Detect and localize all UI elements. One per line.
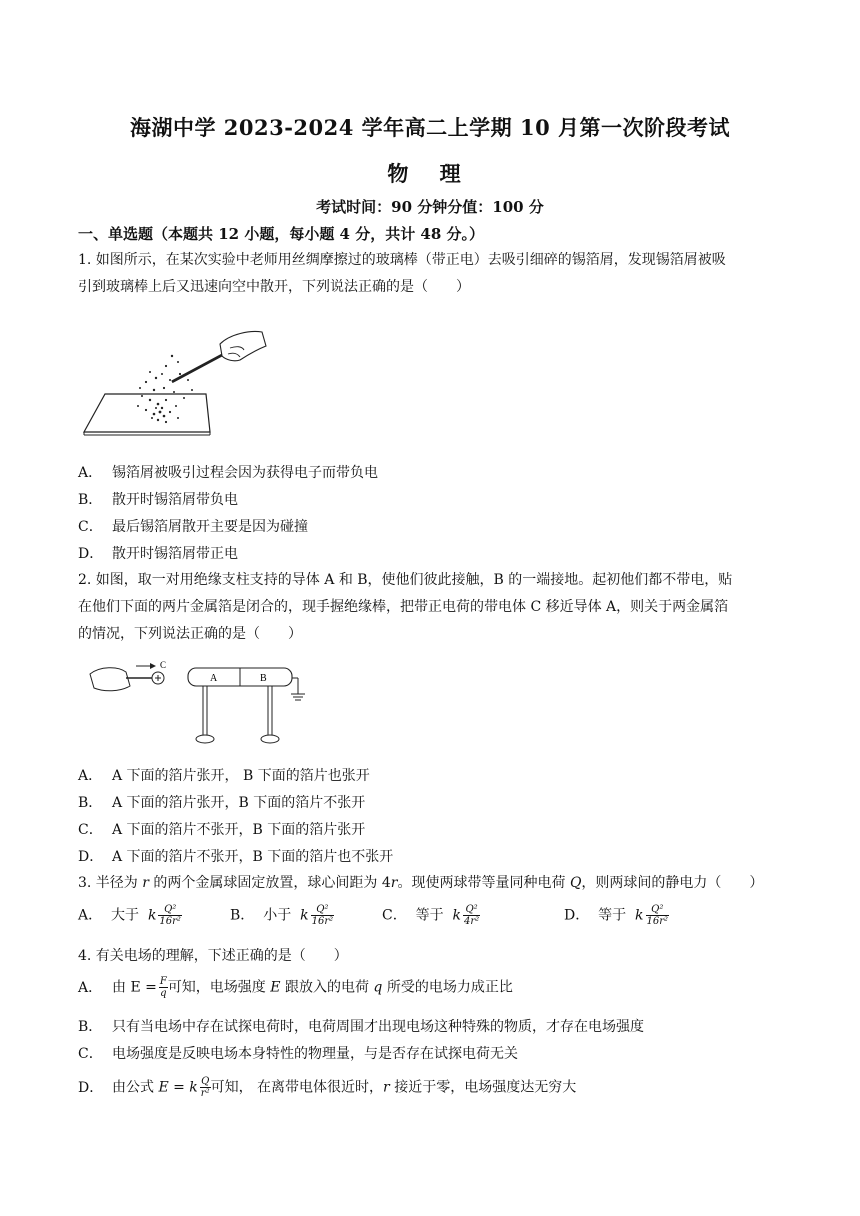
- q2-option-c-text: A 下面的箔片不张开，B 下面的箔片张开: [112, 822, 366, 838]
- q1-stem-line1: 1. 如图所示，在某次实验中老师用丝绸摩擦过的玻璃棒（带正电）去吸引细碎的锡箔屑，发现锡箔屑被吸: [78, 252, 726, 268]
- q3-option-c-num: Q²: [463, 904, 480, 916]
- q4-a-e2: E: [270, 979, 281, 996]
- q1-option-d-key: D．: [78, 546, 104, 562]
- q3-r: r: [142, 875, 149, 891]
- label-c: C: [160, 660, 167, 670]
- q3-stem-b: 的两个金属球固定放置，球心间距为 4: [148, 875, 391, 891]
- q4-d-frac: [200, 1076, 211, 1099]
- q3-q: Q: [569, 875, 582, 891]
- q1-option-d-text: 散开时锡箔屑带正电: [112, 546, 238, 562]
- section-heading: 一、单选题（本题共 12 小题，每小题 4 分，共计 48 分。）: [78, 225, 485, 243]
- label-a: A: [210, 673, 218, 684]
- q3-option-a-key: A．: [78, 907, 103, 924]
- q3-stem-a: 3. 半径为: [78, 875, 143, 891]
- q1-option-a-text: 锡箔屑被吸引过程会因为获得电子而带负电: [112, 465, 378, 481]
- q1-option-c[interactable]: [78, 516, 308, 536]
- q2-option-d-text: A 下面的箔片不张开，B 下面的箔片也不张开: [112, 849, 394, 865]
- q3-option-d-den: 16r²: [646, 916, 669, 927]
- q1-figure-glass-rod: [80, 322, 270, 437]
- q4-d-post: 接近于零，电场强度达无穷大: [394, 1079, 577, 1096]
- q3-option-a-frac: [158, 904, 182, 927]
- q4-option-d[interactable]: [78, 1076, 576, 1099]
- q4-a-mid2: 跟放入的电荷: [284, 979, 369, 996]
- q2-option-c-key: C．: [78, 822, 103, 838]
- exam-meta: 考试时间：90 分钟分值：100 分: [316, 198, 544, 216]
- q3-option-d-num: Q²: [646, 904, 670, 916]
- q4-option-b[interactable]: [78, 1016, 644, 1036]
- q3-r2: r: [390, 875, 398, 891]
- q4-d-e: E = k: [158, 1079, 198, 1096]
- q1-option-b[interactable]: [78, 489, 238, 509]
- q4-a-num: F: [159, 976, 167, 987]
- q4-option-a[interactable]: [78, 976, 513, 999]
- q4-d-den: r²: [200, 1088, 210, 1099]
- q3-options-row: [78, 904, 669, 927]
- q3-option-b-num: Q²: [311, 904, 335, 916]
- q3-option-b[interactable]: [230, 904, 382, 927]
- q3-option-c-key: C．: [382, 907, 407, 924]
- q4-option-c-key: C．: [78, 1046, 103, 1062]
- q3-option-b-frac: [311, 904, 335, 927]
- q4-a-e: E =: [130, 979, 157, 996]
- q3-option-d-text: 等于: [598, 907, 627, 924]
- q2-option-b-text: A 下面的箔片张开，B 下面的箔片不张开: [112, 795, 366, 811]
- q3-option-b-key: B．: [230, 907, 255, 924]
- q4-a-den: q: [160, 988, 167, 999]
- q3-option-c[interactable]: [382, 904, 564, 927]
- q3-option-d-key: D．: [564, 907, 590, 924]
- q1-option-d[interactable]: [78, 543, 238, 563]
- q3-option-c-frac: [463, 904, 480, 927]
- q3-option-c-text: 等于: [415, 907, 444, 924]
- q4-stem: 4. 有关电场的理解，下述正确的是（ ）: [78, 948, 348, 964]
- q2-option-b-key: B．: [78, 795, 103, 811]
- q4-option-a-key: A．: [78, 979, 103, 996]
- q2-option-a-key: A．: [78, 768, 103, 784]
- q4-a-post: 所受的电场力成正比: [386, 979, 513, 996]
- q3-option-d[interactable]: [564, 904, 669, 927]
- q4-option-d-key: D．: [78, 1079, 104, 1096]
- q4-a-mid: 可知，电场强度: [167, 979, 266, 996]
- q3-stem-d: ，则两球间的静电力（ ）: [581, 875, 764, 891]
- q3-option-c-den: 4r²: [464, 916, 480, 927]
- q2-option-a[interactable]: [78, 765, 370, 785]
- q3-option-d-frac: [646, 904, 670, 927]
- q4-d-num: Q: [201, 1076, 210, 1087]
- q4-d-mid: 可知， 在离带电体很近时，: [210, 1079, 384, 1096]
- q3-option-a-text: 大于: [111, 907, 140, 924]
- q1-option-b-text: 散开时锡箔屑带负电: [112, 492, 238, 508]
- q2-stem-line1: 2. 如图，取一对用绝缘支柱支持的导体 A 和 B，使他们彼此接触，B 的一端接地。起初他们都不带电，贴: [78, 572, 733, 588]
- q4-a-q: q: [373, 979, 383, 996]
- q2-option-c[interactable]: [78, 819, 365, 839]
- q1-option-b-key: B．: [78, 492, 103, 508]
- q2-option-a-text: A 下面的箔片张开， B 下面的箔片也张开: [112, 768, 370, 784]
- q3-stem: [78, 870, 784, 897]
- q3-option-c-k: k: [452, 907, 462, 924]
- exam-subject: 物 理: [387, 161, 473, 186]
- q2-option-d[interactable]: [78, 846, 393, 866]
- q3-option-b-text: 小于: [263, 907, 292, 924]
- q1-option-a-key: A．: [78, 465, 103, 481]
- label-b: B: [260, 673, 267, 684]
- q4-option-c-text: 电场强度是反映电场本身特性的物理量，与是否存在试探电荷无关: [112, 1046, 518, 1062]
- q4-option-c[interactable]: [78, 1043, 518, 1063]
- q1-option-c-key: C．: [78, 519, 103, 535]
- tin-foil-particles: [137, 355, 193, 423]
- q3-option-b-k: k: [300, 907, 309, 924]
- q3-option-a-num: Q²: [158, 904, 182, 916]
- q1-option-c-text: 最后锡箔屑散开主要是因为碰撞: [112, 519, 308, 535]
- q3-option-d-k: k: [635, 907, 644, 924]
- q1-option-a[interactable]: [78, 462, 378, 482]
- q2-option-b[interactable]: [78, 792, 365, 812]
- exam-title: 海湖中学 2023-2024 学年高二上学期 10 月第一次阶段考试: [129, 115, 731, 140]
- q4-d-r: r: [383, 1079, 390, 1096]
- q2-option-d-key: D．: [78, 849, 104, 865]
- q4-d-pre: 由公式: [112, 1079, 154, 1096]
- q3-option-a-k: k: [147, 907, 157, 924]
- q4-a-pre: 由: [112, 979, 126, 996]
- q4-a-frac: [159, 976, 168, 999]
- q2-stem-line2: 在他们下面的两片金属箔是闭合的，现手握绝缘棒，把带正电荷的带电体 C 移近导体 A，则关于两金属箔: [78, 599, 729, 615]
- q3-option-a[interactable]: [78, 904, 230, 927]
- q1-stem-line2: 引到玻璃棒上后又迅速向空中散开，下列说法正确的是（ ）: [78, 279, 470, 295]
- q3-stem-c: 。现使两球带等量同种电荷: [397, 875, 570, 891]
- q3-option-b-den: 16r²: [311, 916, 334, 927]
- q2-stem-line3: 的情况，下列说法正确的是（ ）: [78, 626, 302, 642]
- q2-figure-conductors: [86, 656, 326, 748]
- q4-option-b-text: 只有当电场中存在试探电荷时，电荷周围才出现电场这种特殊的物质，才存在电场强度: [112, 1019, 644, 1035]
- q4-option-b-key: B．: [78, 1019, 103, 1035]
- q3-option-a-den: 16r²: [159, 916, 181, 927]
